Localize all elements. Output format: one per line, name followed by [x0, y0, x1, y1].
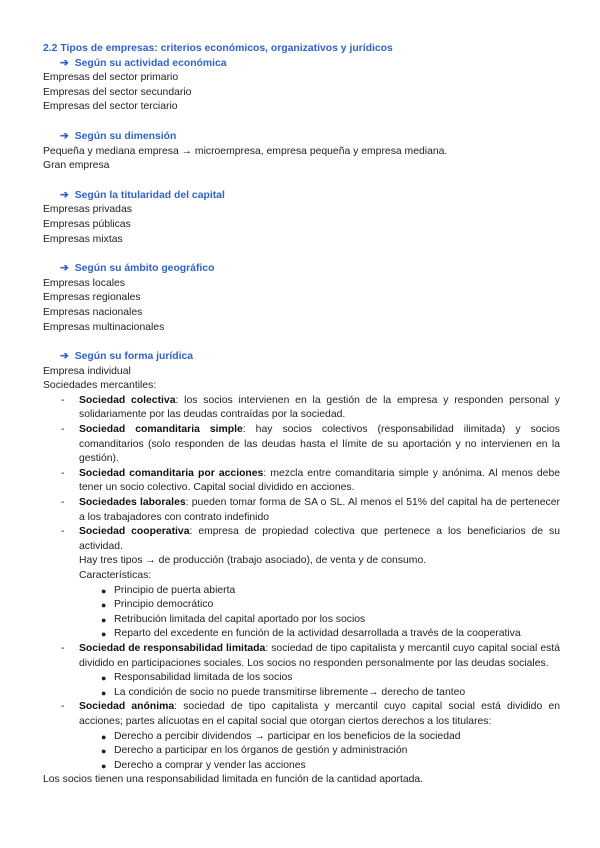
sociedad-anonima — [43, 700, 560, 729]
dash-marker: - — [61, 642, 65, 654]
heading-actividad — [60, 57, 560, 72]
srl-bullet-list — [43, 671, 560, 700]
heading-ambito — [60, 262, 560, 277]
bullet-icon: ● — [101, 760, 107, 771]
definition: : sociedad de tipo capitalista y mercantil cuyo capital social está dividido en participaciones sociales. Los socios no responden personalmente por las deudas sociales. — [79, 642, 560, 669]
list-item: Empresas regionales — [43, 292, 141, 304]
list-item: Sociedades mercantiles: — [43, 380, 157, 392]
sociedad-comanditaria-acciones — [43, 467, 560, 496]
definition: : sociedad de tipo capitalista y mercantil cuyo capital social está dividido en acciones; partes alícuotas en el capital social que otorgan ciertos derechos a los titulares: — [79, 701, 561, 727]
bullet-icon: ● — [101, 600, 107, 611]
bullet-icon: ● — [101, 687, 107, 698]
list-item — [43, 671, 560, 686]
heading-text: Según la titularidad del capital — [74, 189, 225, 201]
bullet-text: Derecho a participar en los órganos de gestión y administración — [114, 745, 408, 757]
sa-bullet-list — [43, 730, 560, 774]
term: Sociedad anónima — [79, 701, 175, 713]
footer-note: Los socios tienen una responsabilidad limitada en función de la cantidad aportada. — [43, 774, 424, 786]
term: Sociedad comanditaria simple — [79, 424, 243, 436]
dash-marker: - — [61, 701, 65, 713]
term: Sociedad cooperativa — [79, 526, 190, 538]
bullet-text: La condición de socio no puede transmitirse libremente→ derecho de tanteo — [114, 686, 466, 698]
sociedad-cooperativa — [43, 525, 560, 554]
heading-dimension — [60, 130, 560, 145]
bullet-icon: ● — [101, 731, 107, 742]
list-item: Empresas del sector primario — [43, 72, 179, 84]
list-item — [43, 744, 560, 759]
list-item — [43, 598, 560, 613]
list-item: Empresas locales — [43, 277, 126, 289]
heading-text: Según su dimensión — [74, 130, 177, 142]
heading-titularidad — [60, 189, 560, 204]
dash-marker: - — [61, 424, 65, 436]
term: Sociedad colectiva — [79, 394, 176, 406]
list-item — [43, 730, 560, 745]
sociedad-comanditaria-simple — [43, 423, 560, 467]
definition: : empresa de propiedad colectiva que pertenece a los beneficiarios de su actividad. — [79, 526, 560, 552]
sociedad-responsabilidad-limitada — [43, 642, 560, 671]
bullet-text: Responsabilidad limitada de los socios — [114, 672, 293, 684]
dash-marker: - — [61, 467, 65, 479]
arrow-icon: ➔ — [60, 351, 69, 363]
bullet-text: Retribución limitada del capital aportado por los socios — [114, 613, 366, 625]
list-item — [43, 627, 560, 642]
list-item — [43, 686, 560, 701]
bullet-text: Derecho a comprar y vender las acciones — [114, 759, 306, 771]
heading-text: Según su forma jurídica — [74, 351, 194, 363]
list-item — [43, 584, 560, 599]
bullet-text: Principio democrático — [114, 599, 214, 611]
list-item: Empresas del sector terciario — [43, 101, 178, 113]
bullet-icon: ● — [101, 585, 107, 596]
bullet-text: Principio de puerta abierta — [114, 584, 236, 596]
bullet-icon: ● — [101, 614, 107, 625]
definition: : pueden tomar forma de SA o SL. Al menos el 51% del capital ha de pertenecer a los trabajadores con contrato indefinido — [79, 497, 560, 523]
list-item: Empresas privadas — [43, 204, 132, 216]
list-item: Empresa individual — [43, 365, 131, 377]
definition: : mezcla entre comanditaria simple y anónima. Al menos debe tener un socio colectivo. Capital social dividido en acciones. — [79, 467, 560, 494]
heading-text: Según su ámbito geográfico — [74, 263, 215, 275]
term: Sociedad comanditaria por acciones — [79, 467, 264, 479]
dash-marker: - — [61, 497, 65, 509]
bullet-icon: ● — [101, 629, 107, 640]
list-item: Empresas nacionales — [43, 306, 143, 318]
arrow-icon: ➔ — [60, 189, 69, 201]
list-item: Pequeña y mediana empresa → microempresa, empresa pequeña y empresa mediana. — [43, 145, 448, 157]
arrow-icon: ➔ — [60, 263, 69, 275]
dash-marker: - — [61, 526, 65, 538]
definition: : hay socios colectivos (responsabilidad ilimitada) y socios comanditarios (solo responden de las deudas hasta el límite de su aportación y no intervienen en la gestión). — [79, 424, 560, 465]
term: Sociedad de responsabilidad limitada — [79, 642, 266, 654]
dash-marker: - — [61, 394, 65, 406]
heading-forma-juridica — [60, 350, 560, 365]
list-item: Empresas multinacionales — [43, 321, 165, 333]
bullet-text: Reparto del excedente en función de la actividad desarrollada a través de la cooperativa — [114, 628, 521, 640]
bullet-icon: ● — [101, 673, 107, 684]
section-title: 2.2 Tipos de empresas: criterios económicos, organizativos y jurídicos — [43, 43, 393, 54]
heading-text: Según su actividad económica — [74, 57, 227, 69]
list-item: Empresas mixtas — [43, 233, 123, 245]
cooperativa-caracteristicas: Características: — [79, 570, 152, 581]
sociedad-colectiva — [43, 394, 560, 423]
cooperativa-bullet-list — [43, 584, 560, 642]
list-item — [43, 759, 560, 774]
arrow-icon: ➔ — [60, 130, 69, 142]
list-item: Empresas públicas — [43, 218, 131, 230]
bullet-icon: ● — [101, 746, 107, 757]
list-item: Gran empresa — [43, 160, 110, 172]
list-item: Empresas del sector secundario — [43, 86, 192, 98]
sociedades-laborales — [43, 496, 560, 525]
arrow-icon: ➔ — [60, 57, 69, 69]
term: Sociedades laborales — [79, 497, 186, 509]
bullet-text: Derecho a percibir dividendos → participar en los beneficios de la sociedad — [114, 730, 461, 742]
definition: : los socios intervienen en la gestión de la empresa y responden personal y solidariamente por las deudas contraídas por la sociedad. — [79, 394, 560, 421]
list-item — [43, 613, 560, 628]
cooperativa-tipos: Hay tres tipos → de producción (trabajo asociado), de venta y de consumo. — [79, 555, 427, 567]
